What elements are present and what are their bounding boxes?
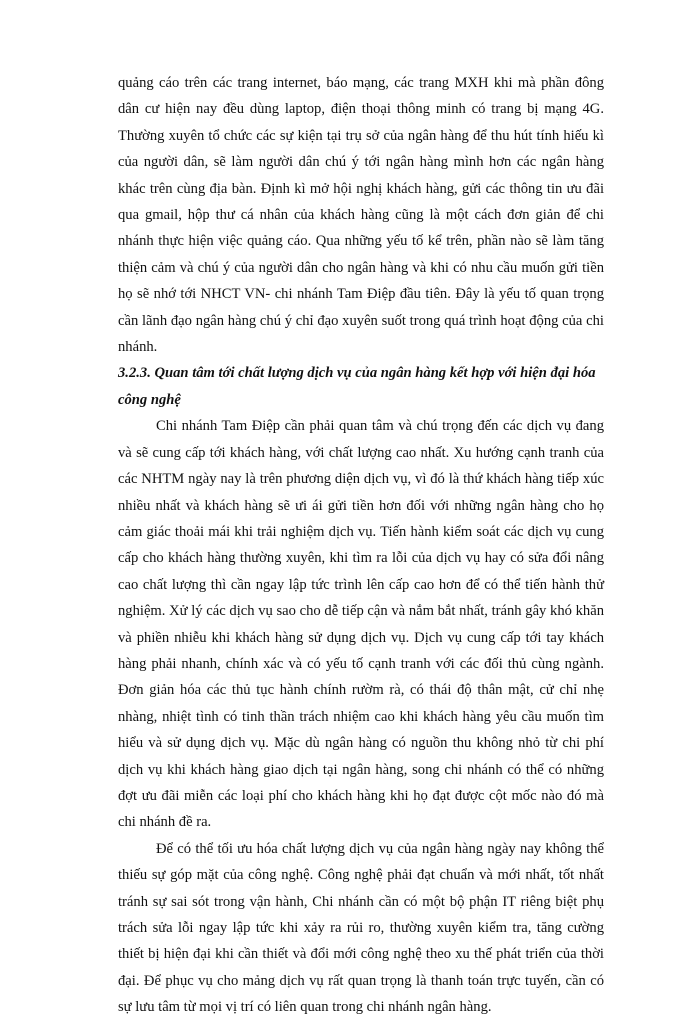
document-page [118, 70, 604, 1021]
section-heading-3-2-3: 3.2.3. Quan tâm tới chất lượng dịch vụ của ngân hàng kết hợp với hiện đại hóa công nghệ [118, 365, 596, 408]
paragraph-service-quality: Chi nhánh Tam Điệp cần phải quan tâm và chú trọng đến các dịch vụ đang và sẽ cung cấp tới khách hàng, với chất lượng cao nhất. Xu hướng cạnh tranh của các NHTM ngày nay là trên phương diện dịch vụ, vì đó là thứ khách hàng tiếp xúc nhiều nhất và khách hàng sẽ ưi ái gửi tiền hơn đối với những ngân hàng cho họ cảm giác thoải mái khi trải nghiệm dịch vụ. Tiến hành kiểm soát các dịch vụ cung cấp cho khách hàng thường xuyên, khi tìm ra lỗi của dịch vụ hay có sửa đổi nâng cao chất lượng thì cần ngay lập tức trình lên cấp cao hơn để có thể tiến hành thử nghiệm. Xử lý các dịch vụ sao cho dễ tiếp cận và nắm bắt nhất, tránh gây khó khăn và phiền nhiễu khi khách hàng sử dụng dịch vụ. Dịch vụ cung cấp tới tay khách hàng phải nhanh, chính xác và có yếu tố cạnh tranh với các đối thủ cùng ngành. Đơn giản hóa các thủ tục hành chính rườm rà, có thái độ thân mật, cử chỉ nhẹ nhàng, nhiệt tình có tinh thần trách nhiệm cao khi khách hàng yêu cầu muốn tìm hiểu và sử dụng dịch vụ. Mặc dù ngân hàng có nguồn thu không nhỏ từ chi phí dịch vụ khi khách hàng giao dịch tại ngân hàng, song chi nhánh có thể có những đợt ưu đãi miễn các loại phí cho khách hàng khi họ đạt được cột mốc nào đó mà chi nhánh đề ra. [118, 418, 604, 831]
paragraph-technology: Để có thể tối ưu hóa chất lượng dịch vụ của ngân hàng ngày nay không thể thiếu sự góp mặt của công nghệ. Công nghệ phải đạt chuẩn và mới nhất, tốt nhất tránh sự sai sót trong vận hành, Chi nhánh cần có một bộ phận IT riêng biệt phụ trách sửa lỗi ngay lập tức khi xảy ra rủi ro, thường xuyên kiểm tra, tăng cường thiết bị hiện đại khi cần thiết và đổi mới công nghệ theo xu thế phát triển của thời đại. Để phục vụ cho mảng dịch vụ rất quan trọng là thanh toán trực tuyến, cần có sự lưu tâm từ mọi vị trí có liên quan trong chi nhánh ngân hàng. [118, 840, 604, 1016]
paragraph-advertising-continued: quảng cáo trên các trang internet, báo mạng, các trang MXH khi mà phần đông dân cư hiện nay đều dùng laptop, điện thoại thông minh có trang bị mạng 4G. Thường xuyên tổ chức các sự kiện tại trụ sở của ngân hàng để thu hút tính hiếu kì của người dân, sẽ làm người dân chú ý tới ngân hàng mình hơn các ngân hàng khác trên cùng địa bàn. Định kì mở hội nghị khách hàng, gửi các thông tin ưu đãi qua gmail, hộp thư cá nhân của khách hàng cũng là một cách đơn giản để chi nhánh thực hiện việc quảng cáo. Qua những yếu tố kể trên, phần nào sẽ làm tăng thiện cảm và chú ý của người dân cho ngân hàng và khi có nhu cầu muốn gửi tiền họ sẽ nhớ tới NHCT VN- chi nhánh Tam Điệp đầu tiên. Đây là yếu tố quan trọng cần lãnh đạo ngân hàng chú ý chỉ đạo xuyên suốt trong quá trình hoạt động của chi nhánh. [118, 75, 604, 356]
